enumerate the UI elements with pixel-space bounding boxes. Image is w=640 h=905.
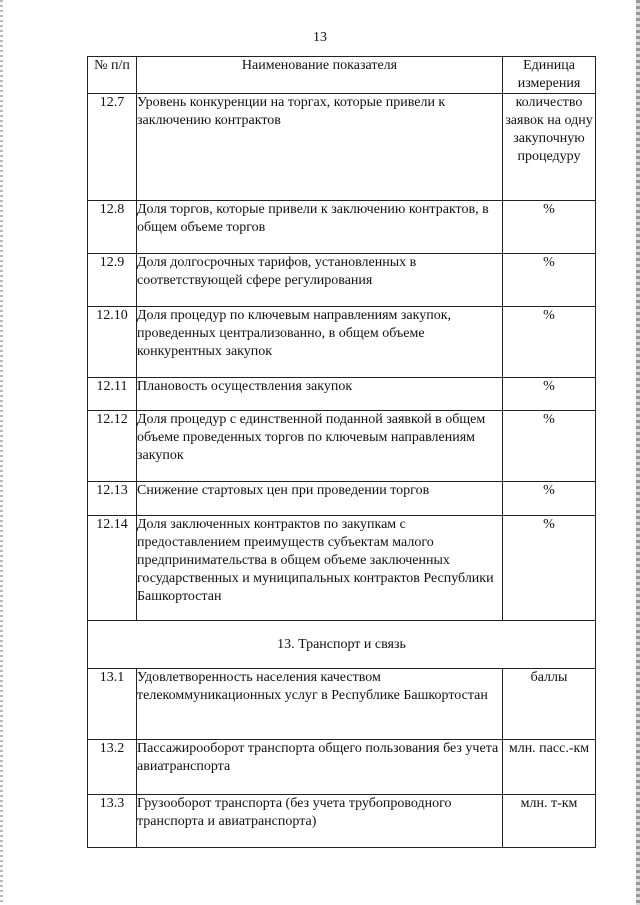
row-num: 13.2 <box>88 740 137 795</box>
scan-edge-right <box>636 0 640 905</box>
row-unit: количество заявок на одну закупочную процедуру <box>503 94 596 201</box>
section-title: 13. Транспорт и связь <box>88 621 596 669</box>
row-name: Доля заключенных контрактов по закупкам с предоставлением преимуществ субъектам малого предпринимательства в общем объеме заключенных государственных и муниципальных контрактов Республики Башкортостан <box>137 516 503 621</box>
header-unit: Единица измерения <box>503 57 596 94</box>
row-num: 12.9 <box>88 254 137 307</box>
table-row <box>88 795 596 848</box>
row-unit: % <box>503 411 596 482</box>
row-unit: % <box>503 307 596 378</box>
row-num: 12.8 <box>88 201 137 254</box>
row-unit: % <box>503 254 596 307</box>
table-row <box>88 94 596 201</box>
header-name: Наименование показателя <box>137 57 503 94</box>
row-name: Уровень конкуренции на торгах, которые привели к заключению контрактов <box>137 94 503 201</box>
row-num: 12.10 <box>88 307 137 378</box>
row-unit: % <box>503 201 596 254</box>
row-num: 13.1 <box>88 669 137 740</box>
row-unit: млн. пасс.-км <box>503 740 596 795</box>
table-row <box>88 254 596 307</box>
indicators-table <box>87 56 596 848</box>
row-name: Доля процедур по ключевым направлениям закупок, проведенных централизованно, в общем объеме конкурентных закупок <box>137 307 503 378</box>
scan-edge-left <box>0 0 3 905</box>
row-num: 12.13 <box>88 482 137 516</box>
row-unit: % <box>503 378 596 411</box>
table-header-row <box>88 57 596 94</box>
row-name: Грузооборот транспорта (без учета трубопроводного транспорта и авиатранспорта) <box>137 795 503 848</box>
row-name: Доля торгов, которые привели к заключению контрактов, в общем объеме торгов <box>137 201 503 254</box>
row-name: Снижение стартовых цен при проведении торгов <box>137 482 503 516</box>
row-name: Доля долгосрочных тарифов, установленных в соответствующей сфере регулирования <box>137 254 503 307</box>
row-name: Доля процедур с единственной поданной заявкой в общем объеме проведенных торгов по ключевым направлениям закупок <box>137 411 503 482</box>
header-num: № п/п <box>88 57 137 94</box>
table-row <box>88 201 596 254</box>
row-unit: баллы <box>503 669 596 740</box>
row-name: Плановость осуществления закупок <box>137 378 503 411</box>
row-unit: % <box>503 482 596 516</box>
row-num: 12.14 <box>88 516 137 621</box>
table-row <box>88 516 596 621</box>
table-row <box>88 740 596 795</box>
row-unit: млн. т-км <box>503 795 596 848</box>
row-num: 13.3 <box>88 795 137 848</box>
table-row <box>88 307 596 378</box>
table-row <box>88 378 596 411</box>
row-unit: % <box>503 516 596 621</box>
table-row <box>88 411 596 482</box>
page-number: 13 <box>313 30 327 45</box>
row-num: 12.7 <box>88 94 137 201</box>
row-name: Пассажирооборот транспорта общего пользования без учета авиатранспорта <box>137 740 503 795</box>
section-row <box>88 621 596 669</box>
table-row <box>88 669 596 740</box>
row-name: Удовлетворенность населения качеством телекоммуникационных услуг в Республике Башкортостан <box>137 669 503 740</box>
row-num: 12.11 <box>88 378 137 411</box>
row-num: 12.12 <box>88 411 137 482</box>
table-row <box>88 482 596 516</box>
